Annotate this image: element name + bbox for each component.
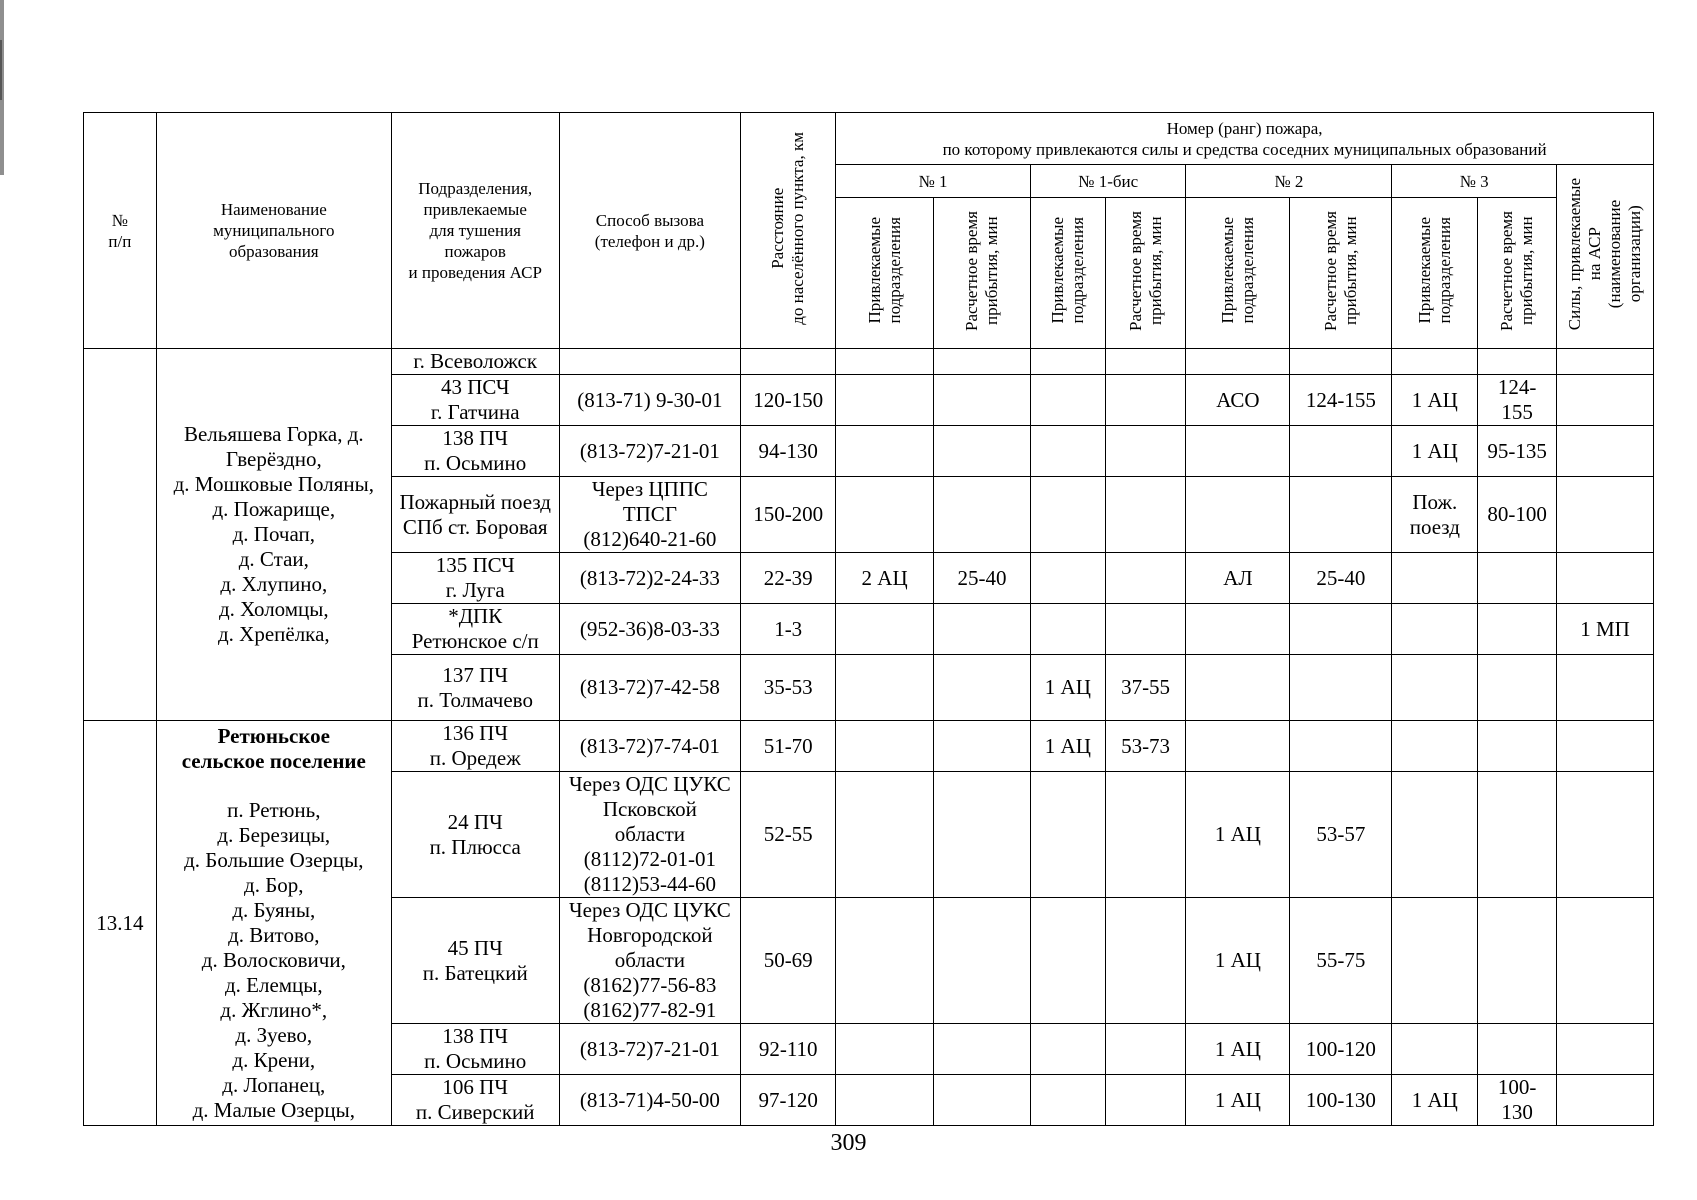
settlement-item: д. Зуево, <box>235 1022 313 1047</box>
r2u-value: АСО <box>1216 387 1260 412</box>
call-value: (813-71) 9-30-01 <box>577 387 723 412</box>
call-cell <box>559 349 741 375</box>
r2u-cell <box>1186 477 1290 553</box>
dist-value: 1-3 <box>774 616 803 641</box>
r1bu-cell <box>1030 1024 1105 1075</box>
r2u-value: 1 АЦ <box>1214 948 1261 972</box>
header-rank-3-units: Привлекаемые подразделения <box>1392 198 1478 349</box>
r1bu-value: 1 АЦ <box>1044 733 1091 758</box>
r1bt-cell <box>1105 898 1186 1024</box>
r1t-cell <box>934 349 1031 375</box>
asr-cell <box>1556 655 1653 721</box>
r1t-cell <box>934 655 1031 721</box>
r1bu-value: 1 АЦ <box>1044 675 1091 699</box>
unit-cell <box>391 898 559 1024</box>
dist-value: 22-39 <box>763 565 813 590</box>
r3u-cell <box>1392 898 1478 1024</box>
r2t-cell <box>1290 1024 1392 1075</box>
r2u-value: 1 АЦ <box>1214 822 1261 846</box>
r1u-cell <box>836 553 934 604</box>
unit-name: 45 ПЧ п. Батецкий <box>422 935 528 985</box>
r1bt-value: 53-73 <box>1121 733 1171 758</box>
header-call-method: Способ вызова (телефон и др.) <box>559 113 741 349</box>
header-row-1 <box>84 113 1654 165</box>
r1u-cell <box>836 1024 934 1075</box>
r1bu-cell <box>1030 655 1105 721</box>
r1bt-cell <box>1105 1024 1186 1075</box>
r2t-cell <box>1290 349 1392 375</box>
dist-cell <box>741 655 836 721</box>
unit-name: 106 ПЧ п. Сиверский <box>415 1075 535 1124</box>
r3u-value: 1 АЦ <box>1411 1087 1458 1112</box>
header-asr-forces: Силы, привлекаемые на АСР (наименование организации) <box>1556 165 1653 349</box>
r3t-cell <box>1478 349 1557 375</box>
r3u-cell <box>1392 553 1478 604</box>
spacer <box>157 774 391 798</box>
r1u-cell <box>836 655 934 721</box>
r1u-value: 2 АЦ <box>861 565 908 590</box>
header-rank-2: № 2 <box>1186 165 1392 198</box>
r1u-cell <box>836 604 934 655</box>
r1bt-cell <box>1105 553 1186 604</box>
settlement-item: д. Пожарище, <box>212 497 336 521</box>
r2t-cell <box>1290 721 1392 772</box>
r1u-cell <box>836 898 934 1024</box>
r1t-value: 25-40 <box>957 565 1007 590</box>
unit-name: 138 ПЧ п. Осьмино <box>424 1024 527 1073</box>
header-rank-1bis-units: Привлекаемые подразделения <box>1030 198 1105 349</box>
r1u-cell <box>836 721 934 772</box>
settlement-item: д. Бор, <box>244 872 304 897</box>
dist-value: 52-55 <box>763 822 813 846</box>
r3t-cell <box>1478 477 1557 553</box>
header-rank-1bis-time: Расчетное время прибытия, мин <box>1105 198 1186 349</box>
asr-cell <box>1556 772 1653 898</box>
r1bu-cell <box>1030 898 1105 1024</box>
settlement-item: д. Елемцы, <box>224 972 323 997</box>
r2u-cell <box>1186 721 1290 772</box>
r3t-value: 100- 130 <box>1497 1075 1537 1124</box>
settlement-item: д. Стаи, <box>238 547 309 571</box>
settlement-item: д. Березицы, <box>217 822 331 847</box>
r1bt-cell <box>1105 721 1186 772</box>
r1t-cell <box>934 477 1031 553</box>
asr-cell <box>1556 375 1653 426</box>
r2u-cell <box>1186 898 1290 1024</box>
table-row <box>84 721 1654 772</box>
header-rank-3-time: Расчетное время прибытия, мин <box>1478 198 1557 349</box>
r1bu-cell <box>1030 426 1105 477</box>
asr-cell <box>1556 898 1653 1024</box>
r1u-cell <box>836 772 934 898</box>
r2u-cell <box>1186 349 1290 375</box>
r1bt-cell <box>1105 772 1186 898</box>
r1bt-cell <box>1105 604 1186 655</box>
unit-cell <box>391 655 559 721</box>
dist-cell <box>741 898 836 1024</box>
dist-value: 51-70 <box>763 733 813 758</box>
call-cell <box>559 477 741 553</box>
r3t-cell <box>1478 375 1557 426</box>
dist-cell <box>741 1024 836 1075</box>
settlement-item: д. Лопанец, <box>222 1072 326 1097</box>
r2u-value: АЛ <box>1223 565 1253 590</box>
call-cell <box>559 721 741 772</box>
call-cell <box>559 375 741 426</box>
settlement-item: д. Большие Озерцы, <box>184 847 364 872</box>
r1u-cell <box>836 477 934 553</box>
r3t-value: 124- 155 <box>1497 375 1537 424</box>
asr-cell <box>1556 721 1653 772</box>
settlement-item: д. Хлупино, <box>220 572 328 596</box>
call-cell <box>559 898 741 1024</box>
r1t-cell <box>934 1024 1031 1075</box>
municipality-title: Ретюньское сельское поселение <box>181 723 366 773</box>
header-fire-rank: Номер (ранг) пожара, по которому привлекаются силы и средства соседних муниципальных образований <box>836 113 1654 165</box>
asr-cell <box>1556 349 1653 375</box>
unit-name: Пожарный поезд СПб ст. Боровая <box>399 489 551 539</box>
r3u-cell <box>1392 1024 1478 1075</box>
r1u-cell <box>836 349 934 375</box>
header-num: № п/п <box>84 113 157 349</box>
r2t-cell <box>1290 604 1392 655</box>
r3t-cell <box>1478 1075 1557 1126</box>
unit-cell <box>391 721 559 772</box>
header-units: Подразделения, привлекаемые для тушения пожаров и проведения АСР <box>391 113 559 349</box>
header-rank-1: № 1 <box>836 165 1031 198</box>
settlement-item: д. Жглино*, <box>220 997 328 1022</box>
block1-municipality-cell <box>156 349 391 721</box>
r1bt-cell <box>1105 1075 1186 1126</box>
dist-cell <box>741 477 836 553</box>
r3u-value: 1 АЦ <box>1411 387 1458 412</box>
settlement-item: д. Холомцы, <box>218 597 329 621</box>
r3u-value: Пож. поезд <box>1409 489 1460 539</box>
r2t-cell <box>1290 772 1392 898</box>
block2-municipality-cell <box>156 721 391 1126</box>
unit-cell <box>391 349 559 375</box>
table-row <box>84 349 1654 375</box>
dist-cell <box>741 426 836 477</box>
unit-cell <box>391 604 559 655</box>
unit-name: 24 ПЧ п. Плюсса <box>429 809 521 859</box>
r3u-cell <box>1392 1075 1478 1126</box>
settlement-item: д. Витово, <box>228 922 320 947</box>
unit-name: *ДПК Ретюнское с/п <box>411 604 539 653</box>
asr-cell <box>1556 426 1653 477</box>
unit-cell <box>391 553 559 604</box>
r3u-cell <box>1392 655 1478 721</box>
unit-cell <box>391 1075 559 1126</box>
asr-cell <box>1556 604 1653 655</box>
dist-cell <box>741 721 836 772</box>
asr-cell <box>1556 553 1653 604</box>
r3t-cell <box>1478 1024 1557 1075</box>
r1t-cell <box>934 898 1031 1024</box>
call-value: Через ОДС ЦУКС Псковской области (8112)72-01-01 (8112)53-44-60 <box>568 772 731 896</box>
r1t-cell <box>934 772 1031 898</box>
r2t-cell <box>1290 898 1392 1024</box>
r3t-value: 95-135 <box>1487 438 1547 463</box>
r2t-cell <box>1290 655 1392 721</box>
r2t-cell <box>1290 426 1392 477</box>
r3t-cell <box>1478 655 1557 721</box>
call-cell <box>559 1075 741 1126</box>
call-cell <box>559 426 741 477</box>
r1bt-cell <box>1105 655 1186 721</box>
header-rank-3: № 3 <box>1392 165 1557 198</box>
unit-name: г. Всеволожск <box>413 349 538 373</box>
r3t-cell <box>1478 553 1557 604</box>
call-value: (813-72)7-74-01 <box>579 733 720 758</box>
header-rank-1-units: Привлекаемые подразделения <box>836 198 934 349</box>
header-rank-1bis: № 1-бис <box>1030 165 1185 198</box>
r3t-cell <box>1478 604 1557 655</box>
asr-cell <box>1556 1024 1653 1075</box>
dist-cell <box>741 349 836 375</box>
dist-value: 50-69 <box>763 948 813 972</box>
r2t-cell <box>1290 553 1392 604</box>
unit-name: 136 ПЧ п. Оредеж <box>429 721 521 770</box>
dist-cell <box>741 604 836 655</box>
r2t-value: 55-75 <box>1316 948 1366 972</box>
r3t-cell <box>1478 898 1557 1024</box>
dist-value: 97-120 <box>758 1087 818 1112</box>
r3t-cell <box>1478 721 1557 772</box>
r2t-value: 124-155 <box>1305 387 1376 412</box>
unit-cell <box>391 477 559 553</box>
call-cell <box>559 1024 741 1075</box>
r2u-cell <box>1186 553 1290 604</box>
call-value: (952-36)8-03-33 <box>579 616 720 641</box>
header-distance: Расстояние до населённого пункта, км <box>741 113 836 349</box>
r2t-value: 100-130 <box>1305 1087 1376 1112</box>
r2u-value: 1 АЦ <box>1214 1087 1261 1112</box>
r1bu-cell <box>1030 477 1105 553</box>
unit-cell <box>391 375 559 426</box>
call-value: Через ОДС ЦУКС Новгородской области (8162)77-56-83 (8162)77-82-91 <box>568 898 731 1022</box>
call-value: (813-71)4-50-00 <box>579 1087 720 1112</box>
settlement-item: Гверёздно, <box>225 447 322 471</box>
r1bt-value: 37-55 <box>1121 675 1171 699</box>
r1bu-cell <box>1030 375 1105 426</box>
settlement-item: д. Крени, <box>232 1047 316 1072</box>
r2u-cell <box>1186 1024 1290 1075</box>
dist-cell <box>741 375 836 426</box>
r3u-cell <box>1392 426 1478 477</box>
block2-num-cell: 13.14 <box>84 721 157 1126</box>
call-cell <box>559 772 741 898</box>
r3t-cell <box>1478 426 1557 477</box>
r1bu-cell <box>1030 721 1105 772</box>
r1bt-cell <box>1105 426 1186 477</box>
r1bu-cell <box>1030 604 1105 655</box>
unit-name: 137 ПЧ п. Толмачево <box>417 662 533 712</box>
r3u-cell <box>1392 349 1478 375</box>
r3u-cell <box>1392 375 1478 426</box>
r1t-cell <box>934 553 1031 604</box>
settlement-item: д. Мошковые Поляны, <box>173 472 374 496</box>
settlement-item: д. Буяны, <box>232 897 316 922</box>
r1bu-cell <box>1030 553 1105 604</box>
r1bt-cell <box>1105 375 1186 426</box>
call-value: (813-72)7-21-01 <box>579 1036 720 1061</box>
settlement-item: Вельяшева Горка, д. <box>183 422 364 446</box>
settlement-item: д. Почап, <box>232 522 315 546</box>
call-cell <box>559 604 741 655</box>
r3u-cell <box>1392 604 1478 655</box>
settlement-item: п. Ретюнь, <box>227 797 321 822</box>
r1bt-cell <box>1105 349 1186 375</box>
r3u-cell <box>1392 477 1478 553</box>
r2u-cell <box>1186 604 1290 655</box>
header-rank-2-time: Расчетное время прибытия, мин <box>1290 198 1392 349</box>
header-municipality: Наименование муниципального образования <box>156 113 391 349</box>
r2u-cell <box>1186 426 1290 477</box>
r3t-value: 80-100 <box>1487 502 1547 526</box>
asr-cell <box>1556 477 1653 553</box>
r1t-cell <box>934 604 1031 655</box>
r1bu-cell <box>1030 772 1105 898</box>
dist-value: 94-130 <box>758 438 818 463</box>
unit-name: 138 ПЧ п. Осьмино <box>424 426 527 475</box>
fire-forces-table <box>83 112 1654 1126</box>
r2u-cell <box>1186 375 1290 426</box>
call-value: (813-72)7-42-58 <box>579 675 720 699</box>
settlement-item: д. Хрепёлка, <box>217 622 330 646</box>
call-value: (813-72)7-21-01 <box>579 438 720 463</box>
r2t-cell <box>1290 375 1392 426</box>
r3u-cell <box>1392 772 1478 898</box>
header-rank-2-units: Привлекаемые подразделения <box>1186 198 1290 349</box>
unit-cell <box>391 772 559 898</box>
r2u-cell <box>1186 772 1290 898</box>
dist-cell <box>741 772 836 898</box>
settlement-item: д. Малые Озерцы, <box>192 1097 355 1122</box>
r1bt-cell <box>1105 477 1186 553</box>
r2u-cell <box>1186 1075 1290 1126</box>
call-value: (813-72)2-24-33 <box>579 565 720 590</box>
dist-cell <box>741 553 836 604</box>
r1t-cell <box>934 426 1031 477</box>
r2u-cell <box>1186 655 1290 721</box>
r3u-cell <box>1392 721 1478 772</box>
dist-value: 120-150 <box>753 387 824 412</box>
r1bu-cell <box>1030 1075 1105 1126</box>
dist-value: 150-200 <box>753 502 824 526</box>
r1t-cell <box>934 1075 1031 1126</box>
settlement-item: д. Волосковичи, <box>201 947 346 972</box>
r2u-value: 1 АЦ <box>1214 1036 1261 1061</box>
unit-name: 135 ПСЧ г. Луга <box>435 553 515 602</box>
r1bu-cell <box>1030 349 1105 375</box>
r1t-cell <box>934 721 1031 772</box>
call-cell <box>559 655 741 721</box>
scan-edge-mark-inner <box>0 40 2 100</box>
unit-cell <box>391 1024 559 1075</box>
r1u-cell <box>836 1075 934 1126</box>
dist-cell <box>741 1075 836 1126</box>
r1u-cell <box>836 426 934 477</box>
asr-value: 1 МП <box>1580 616 1630 641</box>
r1u-cell <box>836 375 934 426</box>
block1-num-cell <box>84 349 157 721</box>
unit-cell <box>391 426 559 477</box>
page-number: 309 <box>830 1130 867 1156</box>
r3u-value: 1 АЦ <box>1411 438 1458 463</box>
asr-cell <box>1556 1075 1653 1126</box>
call-value: Через ЦППС ТПСГ (812)640-21-60 <box>583 477 717 551</box>
r1t-cell <box>934 375 1031 426</box>
r3t-cell <box>1478 772 1557 898</box>
dist-value: 92-110 <box>758 1036 818 1061</box>
r2t-cell <box>1290 1075 1392 1126</box>
unit-name: 43 ПСЧ г. Гатчина <box>430 375 520 424</box>
dist-value: 35-53 <box>763 675 813 699</box>
r2t-value: 53-57 <box>1316 822 1366 846</box>
call-cell <box>559 553 741 604</box>
r2t-value: 25-40 <box>1316 565 1366 590</box>
r2t-cell <box>1290 477 1392 553</box>
r2t-value: 100-120 <box>1305 1036 1376 1061</box>
header-rank-1-time: Расчетное время прибытия, мин <box>934 198 1031 349</box>
